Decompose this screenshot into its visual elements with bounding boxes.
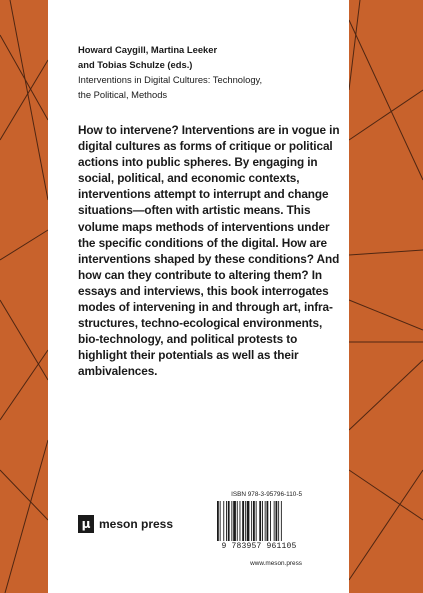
barcode-icon [215, 501, 303, 541]
editor-names [78, 42, 338, 72]
isbn-label: ISBN 978-3-95796-110-5 [231, 491, 302, 498]
editor-names-line-1: Howard Caygill, Martina Leeker [78, 44, 218, 55]
blurb-paragraph: How to intervene? Interventions are in vogue in digital cultures as forms of critique or political actions into public spheres. By engaging in social, political, and economic contexts, interventions attempt to interrupt and change situations—often with artistic means. This volume maps methods of interventions under the specific conditions of the digital. How are interventions shaped by these conditions? And how can they contribute to altering them? In essays and interviews, this book interrogates modes of intervening in and through art, infra-structures, techno-ecological environments, bio-technology, and political protests to highlight their potentials as well as their ambivalences. [78, 123, 340, 379]
text-panel [48, 0, 349, 593]
book-title-line-1: Interventions in Digital Cultures: Technology, [78, 74, 263, 85]
publisher-name: meson press [99, 517, 174, 531]
mu-logo-icon: μ [78, 515, 94, 533]
publisher-url: www.meson.press [250, 560, 302, 567]
barcode-digits: 9 783957 961105 [221, 542, 297, 551]
editors-block [78, 42, 338, 102]
editor-names-line-2: and Tobias Schulze (eds.) [78, 59, 193, 70]
book-title-line-2: the Political, Methods [78, 89, 168, 100]
book-title [78, 72, 338, 102]
publisher-logo [78, 515, 173, 533]
blurb-text [78, 122, 346, 380]
